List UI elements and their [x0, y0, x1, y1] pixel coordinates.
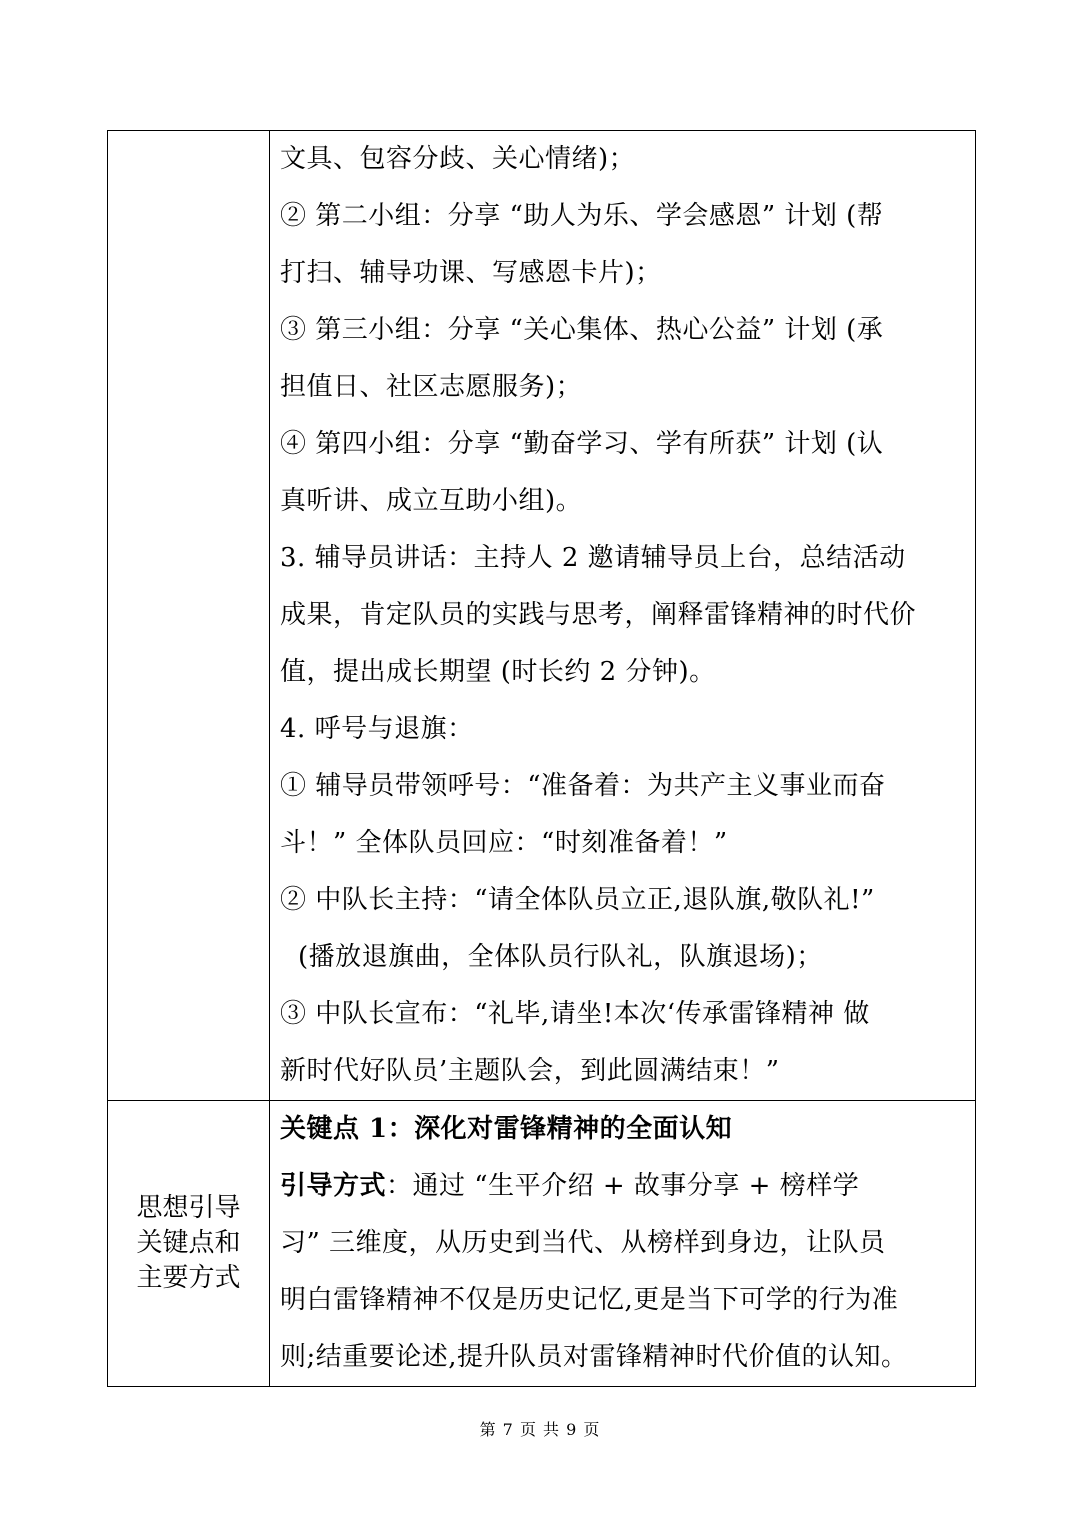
content-line: ① 辅导员带领呼号：“准备着：为共产主义事业而奋 — [280, 771, 886, 801]
row-label-cell — [108, 131, 270, 1101]
content-table — [107, 130, 976, 1387]
table-row — [108, 131, 976, 1101]
page-number-footer: 第 7 页 共 9 页 — [479, 1420, 601, 1439]
content-line: 3. 辅导员讲话：主持人 2 邀请辅导员上台，总结活动 — [280, 543, 906, 573]
row-label-line: 思想引导 — [136, 1193, 241, 1223]
content-line: ③ 第三小组：分享 “关心集体、热心公益” 计划 (承 — [280, 315, 884, 345]
guide-line — [280, 1158, 965, 1215]
row-label — [134, 1191, 244, 1296]
content-line: 值，提出成长期望 (时长约 2 分钟)。 — [280, 657, 716, 687]
row-content-cell — [270, 131, 976, 1101]
content-line: 担值日、社区志愿服务)； — [280, 372, 583, 402]
content-line: 文具、包容分歧、关心情绪)； — [280, 144, 636, 174]
content-line: 成果，肯定队员的实践与思考，阐释雷锋精神的时代价 — [280, 600, 917, 630]
content-line: ④ 第四小组：分享 “勤奋学习、学有所获” 计划 (认 — [280, 429, 884, 459]
content-line: 真听讲、成立互助小组)。 — [280, 486, 583, 516]
content-line: 则;结重要论述,提升队员对雷锋精神时代价值的认知。 — [280, 1342, 908, 1372]
content-line: ② 第二小组：分享 “助人为乐、学会感恩” 计划 (帮 — [280, 201, 884, 231]
content-line: 习” 三维度，从历史到当代、从榜样到身边，让队员 — [280, 1228, 886, 1258]
content-line: 明白雷锋精神不仅是历史记忆,更是当下可学的行为准 — [280, 1285, 899, 1315]
table-row — [108, 1101, 976, 1387]
content-line: 斗！” 全体队员回应：“时刻准备着！” — [280, 828, 728, 858]
guide-label: 引导方式 — [280, 1171, 387, 1201]
row-label-line: 主要方式 — [136, 1263, 241, 1293]
content-line: ② 中队长主持：“请全体队员立正,退队旗,敬队礼!” — [280, 885, 875, 915]
content-line: 新时代好队员’主题队会，到此圆满结束！” — [280, 1056, 780, 1086]
row-label-cell — [108, 1101, 270, 1387]
row-label-line: 关键点和 — [136, 1228, 241, 1258]
content-line: ③ 中队长宣布：“礼毕,请坐!本次‘传承雷锋精神 做 — [280, 999, 870, 1029]
content-line: 4. 呼号与退旗： — [280, 714, 474, 744]
row-content-cell — [270, 1101, 976, 1387]
key-point-heading: 关键点 1：深化对雷锋精神的全面认知 — [280, 1114, 733, 1144]
content-line: (播放退旗曲，全体队员行队礼，队旗退场)； — [298, 942, 823, 972]
content-line: 打扫、辅导功课、写感恩卡片)； — [280, 258, 662, 288]
guide-text: ：通过 “生平介绍 + 故事分享 + 榜样学 — [386, 1171, 860, 1201]
